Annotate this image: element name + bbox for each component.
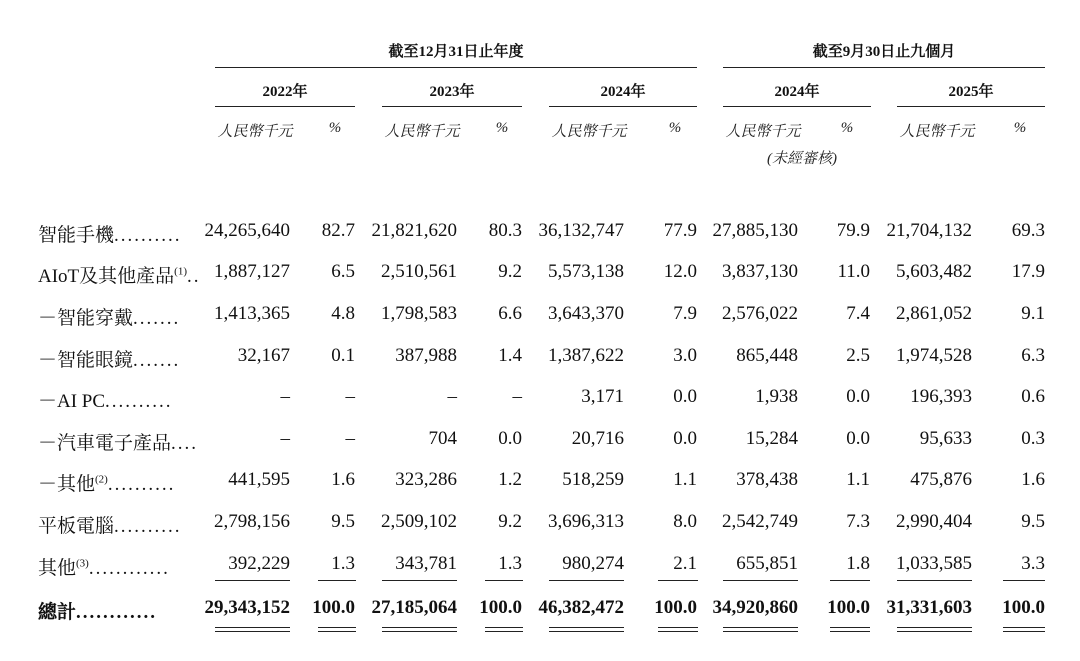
- percent-cell: 3.3: [1021, 553, 1045, 574]
- percent-cell: 7.3: [846, 511, 870, 532]
- percent-cell: 7.9: [673, 303, 697, 324]
- year-header-2023: 2023年: [429, 84, 475, 100]
- amount-cell: 5,573,138: [548, 261, 624, 282]
- percent-cell: 1.6: [1021, 469, 1045, 490]
- percent-cell: –: [512, 386, 522, 407]
- amount-cell: 1,938: [755, 386, 798, 407]
- amount-cell: 2,798,156: [214, 511, 290, 532]
- row-label-text: AIoT及其他產品: [38, 266, 175, 287]
- percent-cell: 0.0: [498, 428, 522, 449]
- amount-cell: 2,576,022: [722, 303, 798, 324]
- percent-cell: 9.5: [1021, 511, 1045, 532]
- total-bottom-rule-2022-pct: [318, 627, 356, 632]
- year-header-2022: 2022年: [262, 84, 308, 100]
- row-label-text: －汽車電子產品: [38, 433, 172, 454]
- total-bottom-rule-2023-amt: [382, 627, 457, 632]
- percent-cell: 9.2: [498, 511, 522, 532]
- amount-cell: 1,798,583: [381, 303, 457, 324]
- unit-pct-2024: %: [668, 120, 682, 136]
- leader-dots: ....: [171, 433, 199, 454]
- total-bottom-rule-2023-pct: [485, 627, 523, 632]
- year-rule-2023: [382, 106, 522, 107]
- amount-cell: 27,185,064: [371, 597, 457, 618]
- percent-cell: 0.6: [1021, 386, 1045, 407]
- percent-cell: 0.0: [846, 428, 870, 449]
- row-label: [38, 261, 201, 288]
- row-label-text: 智能手機: [38, 225, 115, 246]
- group-rule-nine-months: [723, 67, 1045, 68]
- total-top-rule-2023-amt: [382, 580, 457, 581]
- unaudited-note: (未經審核): [767, 151, 837, 167]
- total-top-rule-2025-9m-amt: [897, 580, 972, 581]
- amount-cell: 1,033,585: [896, 553, 972, 574]
- total-bottom-rule-2025-9m-pct: [1003, 627, 1045, 632]
- percent-cell: 0.1: [331, 345, 355, 366]
- total-label: [38, 597, 188, 624]
- percent-cell: 8.0: [673, 511, 697, 532]
- percent-cell: 1.1: [846, 469, 870, 490]
- total-bottom-rule-2024-pct: [658, 627, 698, 632]
- percent-cell: 12.0: [663, 261, 697, 282]
- percent-cell: 79.9: [836, 220, 870, 241]
- unit-amount-2024: 人民幣千元: [551, 124, 627, 140]
- total-bottom-rule-2024-9m-pct: [830, 627, 870, 632]
- row-label-text: －其他: [38, 474, 96, 495]
- unit-amount-2024-9m: 人民幣千元: [725, 124, 801, 140]
- row-label: [38, 469, 188, 496]
- percent-cell: 82.7: [321, 220, 355, 241]
- amount-cell: 2,542,749: [722, 511, 798, 532]
- percent-cell: 2.5: [846, 345, 870, 366]
- amount-cell: 21,704,132: [886, 220, 972, 241]
- row-label: [38, 220, 188, 247]
- row-label-text: －智能穿戴: [38, 308, 134, 329]
- leader-dots: .......: [133, 350, 181, 371]
- row-label: [38, 428, 199, 455]
- total-top-rule-2022-pct: [318, 580, 356, 581]
- total-bottom-rule-2025-9m-amt: [897, 627, 972, 632]
- footnote-marker: (3): [76, 557, 89, 570]
- leader-dots: ............: [88, 558, 170, 579]
- percent-cell: 1.3: [331, 553, 355, 574]
- amount-cell: 3,171: [581, 386, 624, 407]
- percent-cell: 1.4: [498, 345, 522, 366]
- percent-cell: 6.3: [1021, 345, 1045, 366]
- percent-cell: –: [345, 386, 355, 407]
- percent-cell: 17.9: [1011, 261, 1045, 282]
- footnote-marker: (1): [174, 265, 187, 278]
- footnote-marker: (2): [95, 473, 108, 486]
- unit-amount-2022: 人民幣千元: [217, 124, 293, 140]
- row-label-text: －AI PC: [38, 391, 106, 412]
- year-rule-2024: [549, 106, 697, 107]
- percent-cell: 69.3: [1011, 220, 1045, 241]
- percent-cell: 1.1: [673, 469, 697, 490]
- unit-amount-2023: 人民幣千元: [384, 124, 460, 140]
- row-label-text: 其他: [38, 558, 77, 579]
- leader-dots: ..: [186, 266, 201, 287]
- total-top-rule-2024-pct: [658, 580, 698, 581]
- amount-cell: 343,781: [395, 553, 457, 574]
- leader-dots: .......: [133, 308, 181, 329]
- amount-cell: 980,274: [562, 553, 624, 574]
- unit-pct-2024-9m: %: [840, 120, 854, 136]
- amount-cell: 3,696,313: [548, 511, 624, 532]
- percent-cell: 9.1: [1021, 303, 1045, 324]
- total-top-rule-2022-amt: [215, 580, 290, 581]
- amount-cell: 1,887,127: [214, 261, 290, 282]
- group-title-nine-months: 截至9月30日止九個月: [812, 44, 956, 60]
- row-label: [38, 553, 188, 580]
- amount-cell: 1,413,365: [214, 303, 290, 324]
- unit-pct-2025-9m: %: [1013, 120, 1027, 136]
- percent-cell: 9.5: [331, 511, 355, 532]
- amount-cell: 20,716: [571, 428, 624, 449]
- percent-cell: 100.0: [312, 597, 355, 618]
- year-rule-2022: [215, 106, 355, 107]
- percent-cell: 100.0: [479, 597, 522, 618]
- percent-cell: 1.8: [846, 553, 870, 574]
- total-top-rule-2023-pct: [485, 580, 523, 581]
- year-rule-2025-9m: [897, 106, 1045, 107]
- percent-cell: 6.6: [498, 303, 522, 324]
- amount-cell: 323,286: [395, 469, 457, 490]
- amount-cell: –: [280, 386, 290, 407]
- amount-cell: 2,861,052: [896, 303, 972, 324]
- year-header-2024-9m: 2024年: [774, 84, 820, 100]
- group-title-fiscal-years: 截至12月31日止年度: [388, 44, 524, 60]
- percent-cell: 4.8: [331, 303, 355, 324]
- year-header-2025-9m: 2025年: [948, 84, 994, 100]
- amount-cell: 865,448: [736, 345, 798, 366]
- year-header-2024: 2024年: [600, 84, 646, 100]
- unit-pct-2023: %: [495, 120, 509, 136]
- percent-cell: –: [345, 428, 355, 449]
- total-top-rule-2024-amt: [549, 580, 624, 581]
- amount-cell: 392,229: [228, 553, 290, 574]
- amount-cell: 2,510,561: [381, 261, 457, 282]
- row-label: [38, 345, 188, 372]
- amount-cell: 24,265,640: [204, 220, 290, 241]
- amount-cell: 475,876: [910, 469, 972, 490]
- amount-cell: 2,990,404: [896, 511, 972, 532]
- leader-dots: ..........: [107, 474, 176, 495]
- amount-cell: 378,438: [736, 469, 798, 490]
- amount-cell: 387,988: [395, 345, 457, 366]
- leader-dots: ............: [76, 602, 158, 623]
- percent-cell: 0.3: [1021, 428, 1045, 449]
- percent-cell: 6.5: [331, 261, 355, 282]
- percent-cell: 77.9: [663, 220, 697, 241]
- total-top-rule-2025-9m-pct: [1003, 580, 1045, 581]
- total-bottom-rule-2024-amt: [549, 627, 624, 632]
- amount-cell: 1,974,528: [896, 345, 972, 366]
- amount-cell: 36,132,747: [538, 220, 624, 241]
- percent-cell: 9.2: [498, 261, 522, 282]
- amount-cell: 2,509,102: [381, 511, 457, 532]
- year-rule-2024-9m: [723, 106, 871, 107]
- amount-cell: 3,643,370: [548, 303, 624, 324]
- percent-cell: 0.0: [846, 386, 870, 407]
- percent-cell: 1.2: [498, 469, 522, 490]
- percent-cell: 0.0: [673, 428, 697, 449]
- unit-amount-2025-9m: 人民幣千元: [899, 124, 975, 140]
- total-bottom-rule-2024-9m-amt: [723, 627, 798, 632]
- amount-cell: 5,603,482: [896, 261, 972, 282]
- total-top-rule-2024-9m-amt: [723, 580, 798, 581]
- percent-cell: 0.0: [673, 386, 697, 407]
- amount-cell: 196,393: [910, 386, 972, 407]
- row-label: [38, 303, 188, 330]
- total-top-rule-2024-9m-pct: [830, 580, 870, 581]
- percent-cell: 100.0: [1002, 597, 1045, 618]
- amount-cell: 32,167: [237, 345, 290, 366]
- amount-cell: 518,259: [562, 469, 624, 490]
- percent-cell: 1.3: [498, 553, 522, 574]
- row-label-text: 總計: [38, 602, 77, 623]
- group-rule-fiscal-years: [215, 67, 697, 68]
- row-label-text: －智能眼鏡: [38, 350, 134, 371]
- amount-cell: 704: [428, 428, 457, 449]
- percent-cell: 100.0: [827, 597, 870, 618]
- amount-cell: 29,343,152: [204, 597, 290, 618]
- amount-cell: 27,885,130: [712, 220, 798, 241]
- amount-cell: 95,633: [919, 428, 972, 449]
- percent-cell: 2.1: [673, 553, 697, 574]
- amount-cell: 655,851: [736, 553, 798, 574]
- percent-cell: 3.0: [673, 345, 697, 366]
- percent-cell: 100.0: [654, 597, 697, 618]
- leader-dots: ..........: [105, 391, 173, 412]
- amount-cell: 31,331,603: [886, 597, 972, 618]
- amount-cell: 15,284: [745, 428, 798, 449]
- percent-cell: 7.4: [846, 303, 870, 324]
- amount-cell: –: [280, 428, 290, 449]
- amount-cell: 441,595: [228, 469, 290, 490]
- percent-cell: 80.3: [488, 220, 522, 241]
- unit-pct-2022: %: [328, 120, 342, 136]
- leader-dots: ..........: [114, 516, 182, 537]
- leader-dots: ..........: [114, 225, 182, 246]
- total-bottom-rule-2022-amt: [215, 627, 290, 632]
- amount-cell: –: [447, 386, 457, 407]
- amount-cell: 21,821,620: [371, 220, 457, 241]
- amount-cell: 3,837,130: [722, 261, 798, 282]
- row-label: [38, 511, 188, 538]
- row-label-text: 平板電腦: [38, 516, 115, 537]
- percent-cell: 1.6: [331, 469, 355, 490]
- amount-cell: 1,387,622: [548, 345, 624, 366]
- amount-cell: 34,920,860: [712, 597, 798, 618]
- percent-cell: 11.0: [837, 261, 870, 282]
- amount-cell: 46,382,472: [538, 597, 624, 618]
- row-label: [38, 386, 188, 413]
